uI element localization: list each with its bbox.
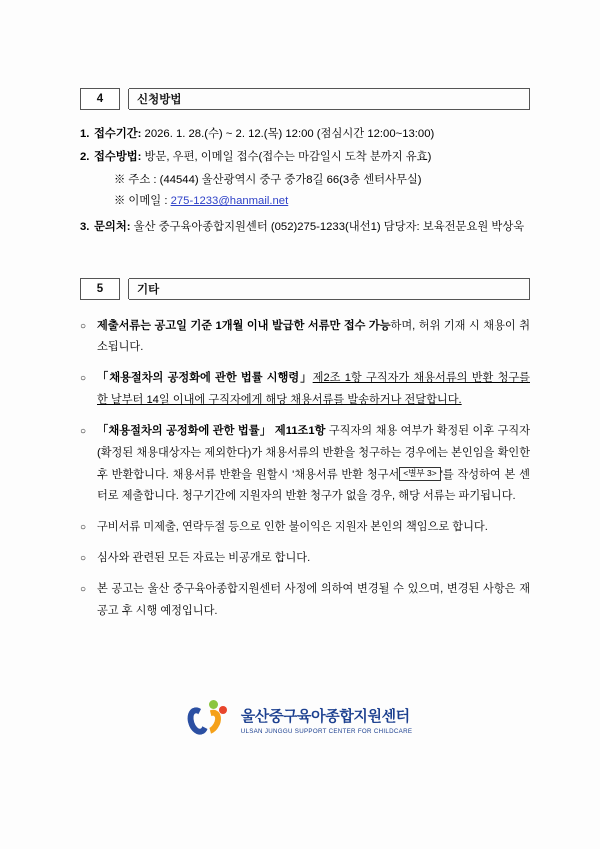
center-logo	[188, 700, 413, 740]
list-item	[80, 124, 530, 145]
list-marker: 2.	[80, 150, 90, 163]
bullet-text: 구비서류 미제출, 연락두절 등으로 인한 불이익은 지원자 본인의 책임으로 합니다.	[97, 521, 488, 534]
footer	[0, 700, 600, 740]
list-body	[94, 217, 530, 238]
bullet-segment: 제출서류는 공고일 기준 1개월 이내 발급한 서류만 접수 가능	[97, 319, 391, 332]
bullet-applicant-responsibility	[80, 517, 530, 539]
section-header-application-method	[80, 88, 530, 110]
logo-subtitle: ULSAN JUNGGU SUPPORT CENTER FOR CHILDCARE	[240, 728, 413, 735]
bullet-text: 본 공고는 울산 중구육아종합지원센터 사정에 의하여 변경될 수 있으며, 변경된 사항은 재공고 후 시행 예정입니다.	[97, 583, 530, 617]
bullet-return-procedure	[80, 421, 530, 508]
list-item	[80, 217, 530, 238]
circle-bullet-icon: ○	[80, 425, 87, 437]
section-other	[80, 278, 530, 623]
bullet-segment: 하며, 허위 기재 시 채용이 취소됩니다.	[97, 319, 530, 354]
bullet-text	[97, 316, 530, 360]
bullet-segment: '를 작성하여 본 센터로 제출합니다. 청구기간에 지원자의 반환 청구가 없을 경우, 해당 서류는 파기됩니다.	[97, 468, 530, 503]
bullet-notice-change	[80, 579, 530, 623]
section-number: 4	[80, 88, 120, 110]
bullet-confidential	[80, 548, 530, 570]
address-line: ※ 주소 : (44544) 울산광역시 중구 중가8길 66(3층 센터사무실)	[114, 173, 422, 186]
list-item	[80, 147, 530, 168]
item-label: 접수방법:	[94, 150, 142, 163]
email-label: ※ 이메일 :	[114, 195, 171, 208]
bullet-text	[97, 421, 530, 508]
document-content	[80, 88, 530, 632]
list-body	[94, 147, 530, 168]
bullet-documents-validity	[80, 316, 530, 360]
bullet-list	[80, 316, 530, 623]
circle-bullet-icon: ○	[80, 553, 87, 565]
circle-bullet-icon: ○	[80, 373, 87, 385]
item-text: 방문, 우편, 이메일 접수(접수는 마감일시 도착 분까지 유효)	[141, 150, 432, 163]
bullet-segment: 구직자의 채용 여부가 확정된 이후 구직자(확정된 채용대상자는 제외한다)가 채용서류의 반환을 청구하는 경우에는 본인임을 확인한 후 반환합니다. 채용서류 반환을 원할시 '채용서류 반환 청구서	[97, 424, 530, 481]
section-title: 기타	[129, 278, 530, 300]
email-link[interactable]: 275-1233@hanmail.net	[170, 195, 289, 208]
circle-bullet-icon: ○	[80, 522, 87, 534]
bullet-segment: 제11조1항	[271, 424, 326, 437]
item-label: 접수기간:	[94, 128, 142, 140]
section-number: 5	[80, 278, 120, 300]
bullet-segment: 제2조 1항 구직자가 채용서류의 반환 청구를 한 날부터 14일 이내에 구직자에게 해당 채용서류를 발송하거나 전달합니다.	[97, 372, 530, 407]
section-title: 신청방법	[129, 88, 530, 110]
bullet-segment: 「채용절차의 공정화에 관한 법률 시행령」	[97, 372, 313, 385]
bullet-text: 심사와 관련된 모든 자료는 비공개로 합니다.	[97, 552, 311, 565]
list-marker: 1.	[80, 128, 90, 140]
form-reference-box: <별부 3>	[399, 467, 440, 481]
list-body	[94, 124, 530, 145]
logo-title: 울산중구육아종합지원센터	[240, 708, 410, 725]
list-marker: 3.	[80, 220, 90, 233]
logo-text	[241, 705, 413, 735]
section-header-other	[80, 278, 530, 300]
bullet-segment: 「채용절차의 공정화에 관한 법률」	[97, 424, 272, 437]
childcare-center-logo-icon	[188, 700, 232, 740]
email-line	[114, 191, 530, 212]
item-text: 2026. 1. 28.(수) ~ 2. 12.(목) 12:00 (점심시간 12:00~13:00)	[141, 128, 435, 140]
item-text: 울산 중구육아종합지원센터 (052)275-1233(내선1) 담당자: 보육전문요원 박상욱	[130, 220, 525, 233]
bullet-text	[97, 368, 530, 412]
item-label: 문의처:	[94, 220, 131, 233]
circle-bullet-icon: ○	[80, 320, 87, 332]
circle-bullet-icon: ○	[80, 584, 87, 596]
bullet-return-request	[80, 368, 530, 412]
